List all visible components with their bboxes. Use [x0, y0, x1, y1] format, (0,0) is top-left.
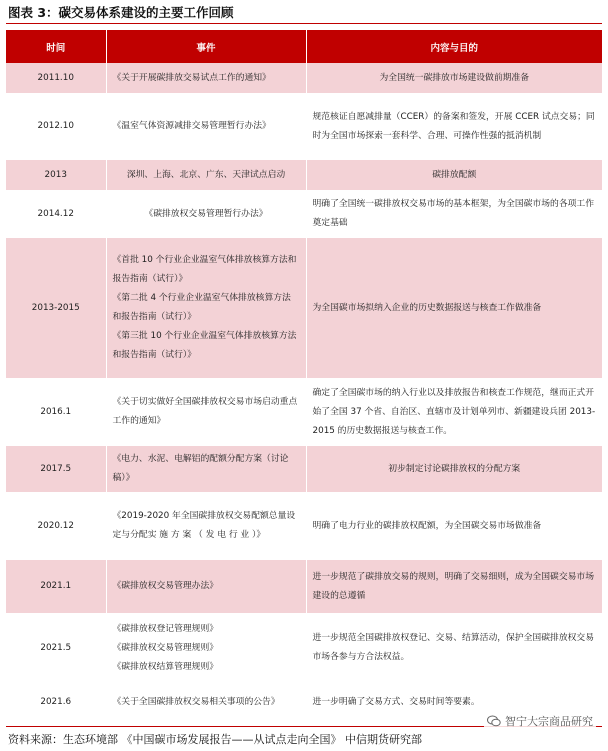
table-row — [6, 160, 602, 190]
event-document: 《碳排放权交易管理办法》 — [112, 581, 219, 591]
header-time: 时间 — [6, 30, 106, 63]
cell-event — [106, 93, 306, 160]
cell-description: 为全国碳市场拟纳入企业的历史数据报送与核查工作做准备 — [306, 238, 602, 378]
cell-description: 规范核证自愿减排量（CCER）的备案和签发，开展 CCER 试点交易；同时为全国市场探索一套科学、合理、可操作性强的抵消机制 — [312, 111, 595, 141]
cell-description: 进一步规范了碳排放交易的规则，明确了交易细则，成为全国碳交易市场建设的总遵循 — [306, 560, 602, 613]
cell-event — [106, 446, 306, 492]
cell-event — [106, 238, 306, 378]
cell-time: 2020.12 — [6, 492, 106, 560]
cell-time: 2021.1 — [6, 560, 106, 613]
cell-time: 2012.10 — [6, 93, 106, 160]
cell-event — [106, 378, 306, 446]
cell-event — [106, 63, 306, 93]
event-document: 《关于切实做好全国碳排放权交易市场启动重点工作的通知》 — [112, 397, 298, 426]
table-row — [6, 378, 602, 446]
watermark — [484, 712, 596, 730]
event-document: 深圳、上海、北京、广东、天津试点启动 — [126, 169, 286, 180]
event-document: 《首批 10 个行业企业温室气体排放核算方法和报告指南（试行）》 — [112, 255, 297, 284]
header-event: 事件 — [106, 30, 306, 63]
cell-event — [106, 613, 306, 683]
event-document: 《关于全国碳排放权交易相关事项的公告》 — [112, 696, 280, 707]
event-document: 《碳排放权交易管理规则》 — [112, 642, 219, 653]
header-description: 内容与目的 — [306, 30, 602, 63]
event-document: 《2019-2020 年全国碳排放权交易配额总量设定与分配实 施 方 案 （ 发 电 行 业 ）》 — [112, 511, 296, 540]
cell-time: 2016.1 — [6, 378, 106, 446]
event-document: 《碳排放权交易管理暂行办法》 — [144, 208, 268, 219]
table-row — [6, 492, 602, 560]
figure-title: 图表 3：碳交易体系建设的主要工作回顾 — [8, 5, 234, 20]
cell-event — [106, 190, 306, 238]
cell-description: 明确了电力行业的碳排放权配额，为全国碳交易市场做准备 — [312, 520, 542, 531]
table-row — [6, 613, 602, 683]
cell-description: 进一步规范全国碳排放权登记、交易、结算活动，保护全国碳排放权交易市场各参与方合法权益。 — [312, 633, 595, 662]
policy-timeline-table — [6, 30, 602, 721]
cell-event — [106, 683, 306, 721]
cell-time: 2013-2015 — [6, 238, 106, 378]
cell-time: 2011.10 — [6, 63, 106, 93]
table-row — [6, 560, 602, 613]
cell-description: 确定了全国碳市场的纳入行业以及排放报告和核查工作规范，继而正式开始了全国 37 个省、自治区、直辖市及计划单列市、新疆建设兵团 2013-2015 的历史数据报送与核查工作。 — [312, 387, 596, 436]
event-document: 《第二批 4 个行业企业温室气体排放核算方法和报告指南（试行）》 — [112, 293, 291, 322]
source-note: 资料来源：生态环境部 《中国碳市场发展报告——从试点走向全国》 中信期货研究部 — [8, 733, 422, 746]
table-row — [6, 93, 602, 160]
table-row — [6, 63, 602, 93]
cell-event — [106, 492, 306, 560]
event-document: 《碳排放权结算管理规则》 — [112, 661, 219, 672]
wechat-icon — [487, 715, 501, 727]
cell-time: 2014.12 — [6, 190, 106, 238]
table-row — [6, 238, 602, 378]
cell-event — [106, 560, 306, 613]
cell-event — [106, 160, 306, 190]
event-document: 《温室气体资源减排交易管理暂行办法》 — [112, 121, 271, 131]
cell-description: 初步制定讨论碳排放权的分配方案 — [306, 446, 602, 492]
watermark-text: 智宁大宗商品研究 — [505, 715, 593, 728]
cell-time: 2021.5 — [6, 613, 106, 683]
cell-description: 明确了全国统一碳排放权交易市场的基本框架，为全国碳市场的各项工作奠定基础 — [312, 199, 595, 228]
table-body — [6, 63, 602, 721]
table-header-row — [6, 30, 602, 63]
cell-time: 2017.5 — [6, 446, 106, 492]
cell-time: 2013 — [6, 160, 106, 190]
event-document: 《碳排放权登记管理规则》 — [112, 623, 219, 634]
title-divider — [6, 23, 602, 24]
cell-time: 2021.6 — [6, 683, 106, 721]
cell-description: 进一步明确了交易方式、交易时间等要素。 — [312, 696, 480, 707]
event-document: 《电力、水泥、电解铝的配额分配方案（讨论稿）》 — [112, 454, 289, 483]
event-document: 《关于开展碳排放交易试点工作的通知》 — [112, 72, 271, 83]
cell-description: 为全国统一碳排放市场建设做前期准备 — [306, 63, 602, 93]
cell-description: 碳排放配额 — [306, 160, 602, 190]
table-row — [6, 446, 602, 492]
event-document: 《第三批 10 个行业企业温室气体排放核算方法和报告指南（试行）》 — [112, 331, 297, 360]
table-row — [6, 190, 602, 238]
